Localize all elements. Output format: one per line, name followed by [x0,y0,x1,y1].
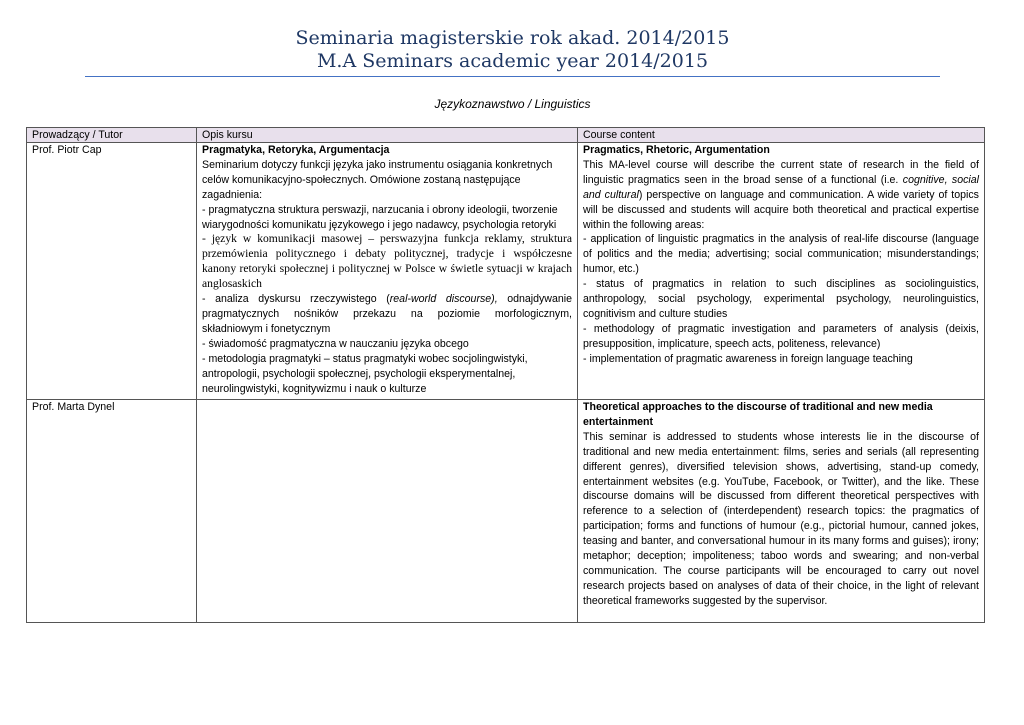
opis-item: - metodologia pragmatyki – status pragmatyki wobec socjolingwistyki, antropologii, psychologii społecznej, psychologii eksperymentalnej, neurolingwistyki, kognitywizmu i nauk o kulturze [202,352,528,395]
content-item: - methodology of pragmatic investigation and parameters of analysis (deixis, presupposition, implicature, speech acts, politeness, relevance) [583,322,979,350]
content-intro-text: This MA-level course will describe the current state of research in the field of linguistic pragmatics seen in the broad sense of a functional (i.e. [583,158,979,186]
seminar-table [26,127,985,623]
content-intro-text: ) perspective on language and communication. A wide variety of topics will be discussed and students will acquire both theoretical and practical expertise within the following areas: [583,188,979,231]
header-opis: Opis kursu [197,128,578,143]
title-divider [85,76,940,77]
section-heading: Językoznawstwo / Linguistics [434,97,591,111]
opis-item: - świadomość pragmatyczna w nauczaniu języka obcego [202,337,469,350]
content-cell [578,143,985,400]
table-header-row [27,128,985,143]
opis-item-text: - analiza dyskursu rzeczywistego ( [202,293,390,306]
content-intro-italic: cognitive, social and cultural [583,173,979,201]
opis-cell [197,143,578,400]
opis-item-italic: real-world discourse), [389,293,498,306]
content-body: This seminar is addressed to students whose interests lie in the discourse of traditional and new media entertainment: films, series and serials (all representing different genres), diversified television shows, advertising, stand-up comedy, entertainment websites (e.g. YouTube, Facebook, or Twitter), and the like. These discourse domains will be discussed from different theoretical perspectives with reference to a selection of (interdependent) research topics: the pragmatics of participation; forms and functions of humour (e.g., pictorial humour, canned jokes, teasing and banter, and conversational humour in its many forms and guises); irony; metaphor; deception; impoliteness; taboo words and swearing; and non-verbal communication. The course participants will be encouraged to carry out novel research projects based on analyses of data of their choice, in the light of relevant theoretical frameworks suggested by the supervisor. [583,430,979,607]
content-intro [583,158,979,233]
content-item: - application of linguistic pragmatics in the analysis of real-life discourse (language of politics and the media; advertising; social communication; misunderstandings; humor, etc.) [583,233,979,276]
opis-item [202,292,572,337]
content-cell [578,400,985,623]
table-row [27,143,985,400]
tutor-cell: Prof. Marta Dynel [27,400,197,623]
document-title [85,27,940,73]
opis-cell-empty [197,400,578,623]
table-row [27,400,985,623]
title-english: M.A Seminars academic year 2014/2015 [316,50,709,72]
opis-item: - język w komunikacji masowej – perswazyjna funkcja reklamy, struktura przemówienia politycznego i debaty politycznej, tradycje i współczesne kanony retoryki społecznej i politycznej w Polsce w świetle sytuacji w krajach anglosaskich [202,232,572,291]
header-tutor: Prowadzący / Tutor [27,128,197,143]
content-heading: Pragmatics, Rhetoric, Argumentation [583,144,770,156]
content-heading: Theoretical approaches to the discourse of traditional and new media entertainment [583,401,933,428]
content-item: - implementation of pragmatic awareness in foreign language teaching [583,352,913,365]
tutor-cell: Prof. Piotr Cap [27,143,197,400]
content-item: - status of pragmatics in relation to such disciplines as sociolinguistics, anthropology, social psychology, experimental psychology, neurolinguistics, cognitivism and culture studies [583,278,979,320]
opis-heading: Pragmatyka, Retoryka, Argumentacja [202,144,390,156]
opis-item: - pragmatyczna struktura perswazji, narzucania i obrony ideologii, tworzenie wiarygodności komunikatu językowego i jego nadawcy, psychologia retoryki [202,203,558,231]
opis-intro: Seminarium dotyczy funkcji języka jako instrumentu osiągania konkretnych celów komunikacyjno-społecznych. Omówione zostaną następujące zagadnienia: [202,158,553,201]
title-polish: Seminaria magisterskie rok akad. 2014/2015 [295,27,730,49]
header-content: Course content [578,128,985,143]
opis-item-text: odnajdywanie pragmatycznych nośników przekazu na poziomie morfologicznym, składniowym i fonetycznym [202,293,572,335]
